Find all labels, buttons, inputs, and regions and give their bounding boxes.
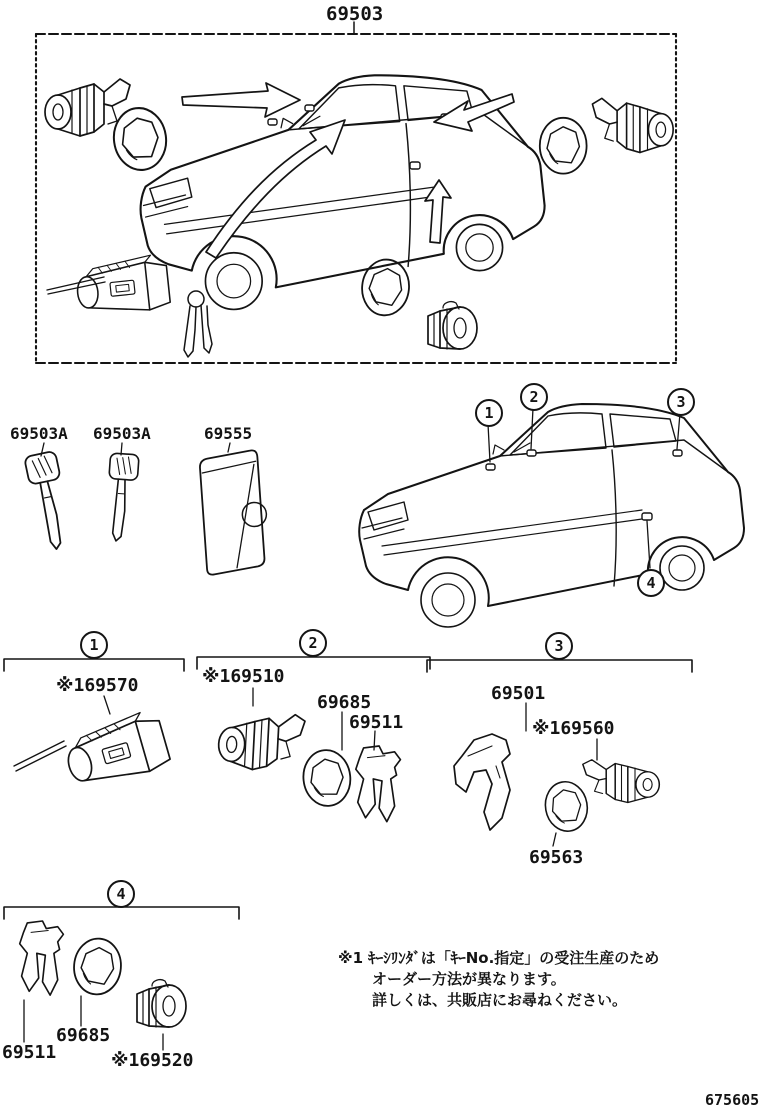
footnote-line2: オーダー方法が異なります。 [372, 970, 566, 988]
section-3-number: 3 [554, 637, 564, 655]
part-number-69685-s4: 69685 [56, 1025, 111, 1046]
assembly-part-number: 69503 [326, 3, 384, 25]
front-door-lock-gasket-drawing [110, 105, 170, 174]
section-2-header [299, 629, 327, 657]
car-callout-3 [667, 388, 695, 416]
part-number-69520: ※169520 [111, 1050, 194, 1071]
footnote-line3: 詳しくは、共販店にお尋ねください。 [372, 991, 628, 1009]
key-number-plate-part-number: 69555 [204, 424, 253, 443]
key-b-part-number: 69503A [93, 424, 151, 443]
section-4-header [107, 880, 135, 908]
footnote [338, 948, 659, 1011]
pointer-arrows [182, 83, 514, 258]
front-door-lock-cylinder-drawing [45, 79, 130, 136]
footnote-line1: ※1 ｷｰｼﾘﾝﾀﾞは「ｷｰNo.指定」の受注生産のため [338, 949, 660, 967]
part-number-69570: ※169570 [56, 675, 139, 696]
part-number-69511-s2: 69511 [349, 712, 404, 733]
key-drawings [24, 443, 270, 575]
car-callout-3-number: 3 [676, 393, 686, 411]
car-callout-1-number: 1 [484, 404, 494, 422]
back-door-lock-cylinder-drawing [428, 302, 477, 349]
part-number-69560: ※169560 [532, 718, 615, 739]
part-number-69511-s4: 69511 [2, 1042, 57, 1063]
part-number-69501: 69501 [491, 683, 546, 704]
figure-number: 675605 [705, 1091, 760, 1109]
part-number-69685-s2: 69685 [317, 692, 372, 713]
car-callout-4 [637, 569, 665, 597]
section-3-header [545, 632, 573, 660]
car-diagram-locations [359, 404, 744, 627]
key-a-part-number: 69503A [10, 424, 68, 443]
section-1-number: 1 [89, 636, 99, 654]
part-number-69563: 69563 [529, 847, 584, 868]
section-1-header [80, 631, 108, 659]
car-callout-1 [475, 399, 503, 427]
rear-door-lock-cylinder-drawing [592, 98, 673, 152]
car-callout-2 [520, 383, 548, 411]
part-number-69510: ※169510 [202, 666, 285, 687]
car-callout-4-number: 4 [646, 574, 656, 592]
car-callout-2-number: 2 [529, 388, 539, 406]
section2-drawings [217, 688, 400, 822]
section1-drawings [14, 696, 172, 792]
section-4-number: 4 [116, 885, 126, 903]
section-2-number: 2 [308, 634, 318, 652]
rear-quarter-gasket-drawing [540, 118, 587, 174]
